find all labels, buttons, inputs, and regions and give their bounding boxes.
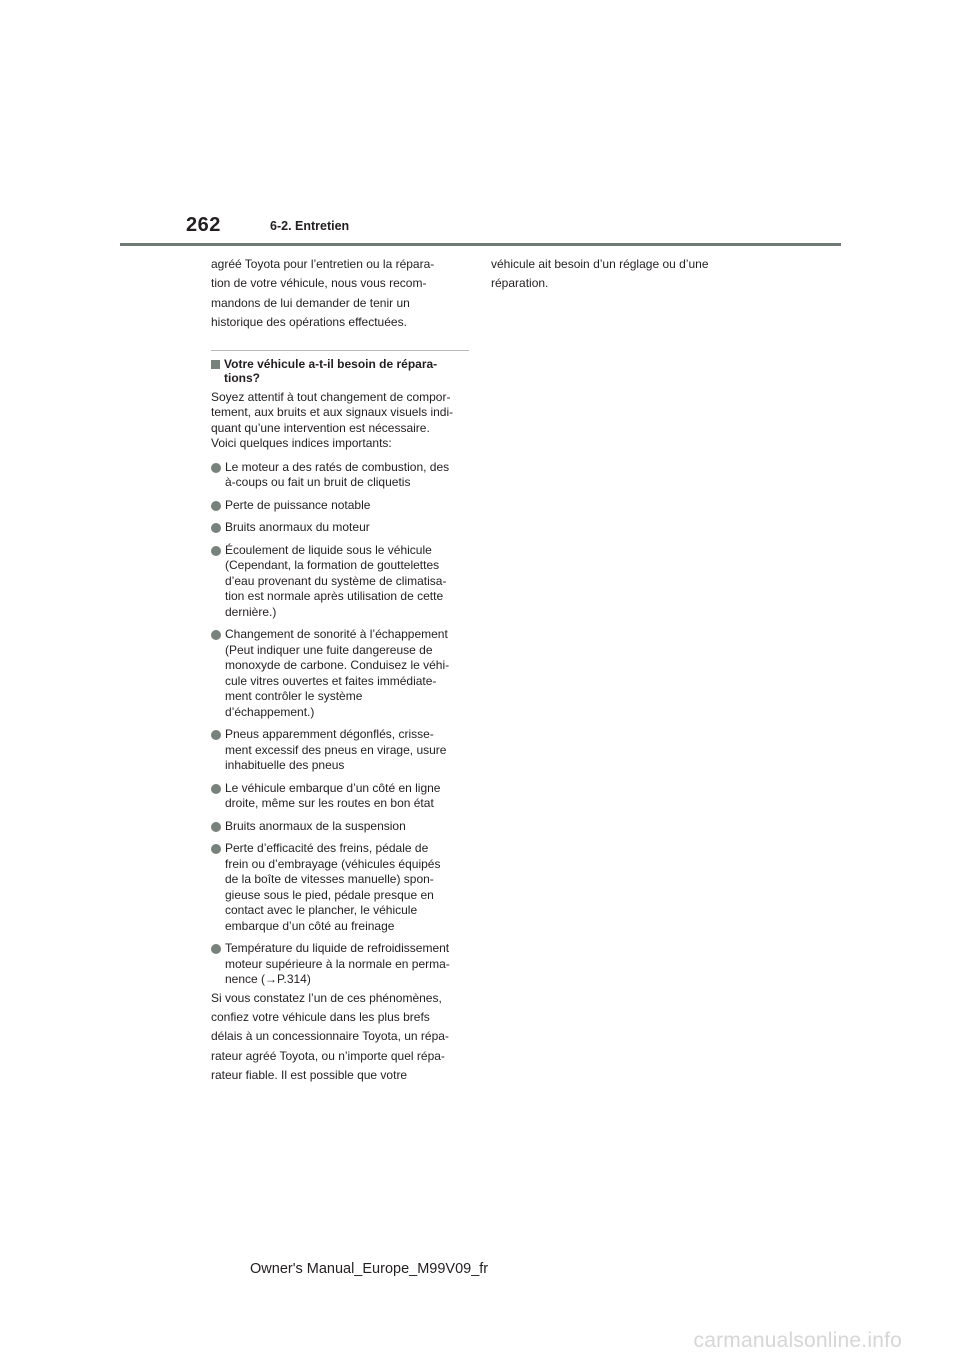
list-item-line: Température du liquide de refroidissement	[225, 941, 450, 956]
right-column	[491, 255, 751, 294]
list-item-line: moteur supérieure à la normale en perma-	[225, 956, 450, 971]
list-item-text	[225, 460, 471, 491]
list-item-line: Le moteur a des ratés de combustion, des	[225, 459, 450, 474]
list-item	[211, 498, 471, 514]
heading-line: Votre véhicule a-t-il besoin de répara-	[224, 356, 438, 371]
list-item	[211, 941, 471, 988]
symptom-list	[211, 460, 471, 988]
intro-line: mandons de lui demander de tenir un	[211, 295, 410, 310]
circle-bullet-icon	[211, 630, 221, 640]
list-item-line: (Cependant, la formation de gouttelettes	[225, 558, 440, 573]
intro-line: agréé Toyota pour l’entretien ou la répara-	[211, 257, 435, 271]
list-item-text	[225, 520, 471, 536]
list-item-line: (Peut indiquer une fuite dangereuse de	[225, 642, 433, 657]
closing-line: délais à un concessionnaire Toyota, un répa-	[211, 1029, 449, 1044]
intro-indices-paragraph	[211, 390, 471, 452]
list-item	[211, 727, 471, 774]
list-item	[211, 841, 471, 934]
list-item-line: frein ou d’embrayage (véhicules équipés	[225, 856, 441, 871]
circle-bullet-icon	[211, 463, 221, 473]
list-item	[211, 460, 471, 491]
list-item-text	[225, 819, 471, 835]
list-item-line: d’échappement.)	[225, 704, 315, 719]
circle-bullet-icon	[211, 730, 221, 740]
intro-line: tion de votre véhicule, nous vous recom-	[211, 276, 427, 291]
list-item-line: ment excessif des pneus en virage, usure	[225, 742, 447, 757]
paragraph-line: Soyez attentif à tout changement de compor-	[211, 389, 451, 404]
list-item-line: Changement de sonorité à l’échappement	[225, 627, 448, 642]
list-item-text	[225, 727, 471, 774]
list-item-text	[225, 941, 471, 988]
right-column-line: réparation.	[491, 276, 549, 291]
list-item	[211, 781, 471, 812]
section-title: 6-2. Entretien	[270, 219, 350, 233]
list-item-line: inhabituelle des pneus	[225, 758, 345, 773]
page-number: 262	[186, 214, 221, 236]
list-item-line: Bruits anormaux du moteur	[225, 520, 370, 535]
closing-line: confiez votre véhicule dans les plus brefs	[211, 1009, 430, 1024]
watermark: carmanualsonline.info	[693, 1329, 902, 1352]
list-item-text	[225, 841, 471, 934]
list-item-line: droite, même sur les routes en bon état	[225, 796, 434, 811]
list-item-line: d’eau provenant du système de climatisa-	[225, 573, 447, 588]
footer-manual-id: Owner's Manual_Europe_M99V09_fr	[250, 1261, 489, 1277]
list-item-line: Écoulement de liquide sous le véhicule	[225, 542, 432, 557]
circle-bullet-icon	[211, 844, 221, 854]
header-rule	[120, 243, 841, 246]
intro-paragraph	[211, 255, 471, 333]
circle-bullet-icon	[211, 784, 221, 794]
list-item-line: Pneus apparemment dégonflés, crisse-	[225, 727, 434, 742]
closing-paragraph	[211, 989, 471, 1086]
circle-bullet-icon	[211, 546, 221, 556]
list-item-line: de la boîte de vitesses manuelle) spon-	[225, 872, 434, 887]
list-item	[211, 819, 471, 835]
list-item-line: Le véhicule embarque d’un côté en ligne	[225, 780, 441, 795]
circle-bullet-icon	[211, 944, 221, 954]
list-item-line: gieuse sous le pied, pédale presque en	[225, 887, 434, 902]
intro-line: historique des opérations effectuées.	[211, 315, 407, 330]
circle-bullet-icon	[211, 523, 221, 533]
list-item-line: à-coups ou fait un bruit de cliquetis	[225, 475, 411, 490]
list-item-line: Perte de puissance notable	[225, 497, 371, 512]
list-item-line: Bruits anormaux de la suspension	[225, 818, 406, 833]
list-item-text	[225, 627, 471, 720]
list-item-line: Perte d’efficacité des freins, pédale de	[225, 841, 429, 856]
circle-bullet-icon	[211, 501, 221, 511]
list-item-line: nence (→P.314)	[225, 972, 311, 987]
closing-line: Si vous constatez l’un de ces phénomènes,	[211, 990, 442, 1005]
heading-text	[224, 357, 437, 385]
list-item-text	[225, 543, 471, 621]
list-item-line: tion est normale après utilisation de cette	[225, 589, 444, 604]
paragraph-line: quant qu’une intervention est nécessaire.	[211, 420, 430, 435]
square-bullet-icon	[211, 360, 220, 369]
list-item-line: ment contrôler le système	[225, 689, 363, 704]
right-column-line: véhicule ait besoin d’un réglage ou d’une	[491, 257, 709, 271]
list-item-text	[225, 781, 471, 812]
list-item	[211, 627, 471, 720]
list-item-line: contact avec le plancher, le véhicule	[225, 903, 418, 918]
list-item-text	[225, 498, 471, 514]
heading-line: tions?	[224, 370, 260, 385]
subsection-heading	[211, 357, 471, 385]
closing-line: rateur fiable. Il est possible que votre	[211, 1068, 408, 1083]
list-item-line: cule vitres ouvertes et faites immédiate-	[225, 673, 437, 688]
left-column	[211, 255, 471, 1086]
list-item-line: embarque d’un côté au freinage	[225, 918, 395, 933]
subsection-divider	[211, 350, 469, 351]
list-item	[211, 520, 471, 536]
list-item	[211, 543, 471, 621]
paragraph-line: tement, aux bruits et aux signaux visuels indi-	[211, 405, 454, 420]
closing-line: rateur agréé Toyota, ou n’importe quel répa-	[211, 1048, 445, 1063]
list-item-line: monoxyde de carbone. Conduisez le véhi-	[225, 658, 450, 673]
paragraph-line: Voici quelques indices importants:	[211, 436, 392, 451]
list-item-line: dernière.)	[225, 604, 277, 619]
circle-bullet-icon	[211, 822, 221, 832]
